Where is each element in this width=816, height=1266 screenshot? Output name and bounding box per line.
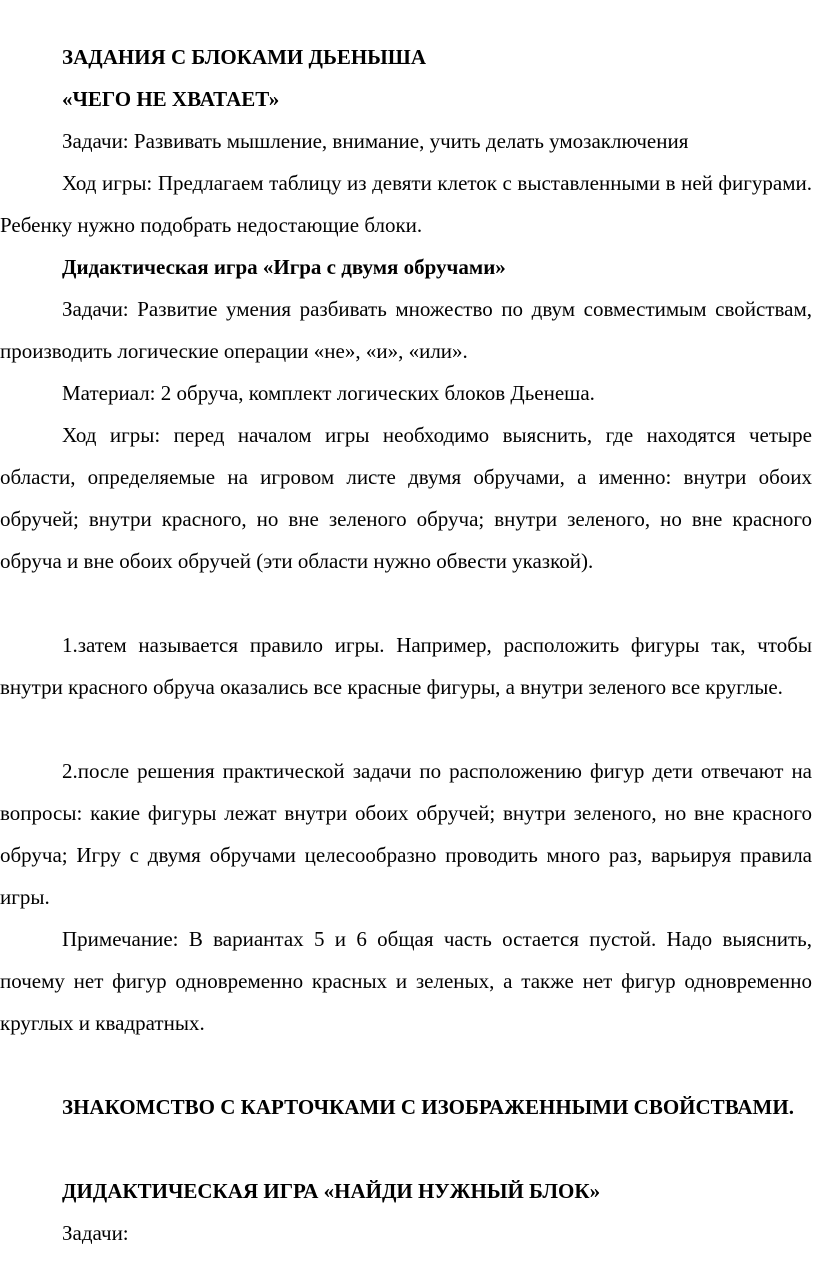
title-line-2: «ЧЕГО НЕ ХВАТАЕТ»: [62, 87, 280, 111]
course-paragraph-2: Ход игры: перед началом игры необходимо выяснить, где находятся четыре области, определяемые на игровом листе двумя обручами, а именно: внутри обоих обручей; внутри красного, но вне зеленого обруча; внутри зеленого, но вне красного обруча и вне обоих обручей (эти области нужно обвести указкой).: [0, 423, 812, 573]
title-line-1: ЗАДАНИЯ С БЛОКАМИ ДЬЕНЫША: [62, 45, 427, 69]
game-heading-find-block: ДИДАКТИЧЕСКАЯ ИГРА «НАЙДИ НУЖНЫЙ БЛОК»: [62, 1179, 601, 1203]
section-heading-cards: ЗНАКОМСТВО С КАРТОЧКАМИ С ИЗОБРАЖЕННЫМИ СВОЙСТВАМИ.: [62, 1095, 794, 1119]
task-paragraph-2: Задачи: Развитие умения разбивать множество по двум совместимым свойствам, производить логические операции «не», «и», «или».: [0, 297, 812, 363]
material-paragraph: Материал: 2 обруча, комплект логических блоков Дьенеша.: [62, 381, 595, 405]
step-1-paragraph: 1.затем называется правило игры. Например, расположить фигуры так, чтобы внутри красного обруча оказались все красные фигуры, а внутри зеленого все круглые.: [0, 633, 812, 699]
course-paragraph-1: Ход игры: Предлагаем таблицу из девяти клеток с выставленными в ней фигурами. Ребенку нужно подобрать недостающие блоки.: [0, 171, 812, 237]
step-2-paragraph: 2.после решения практической задачи по расположению фигур дети отвечают на вопросы: какие фигуры лежат внутри обоих обручей; внутри зеленого, но вне красного обруча; Игру с двумя обручами целесообразно проводить много раз, варьируя правила игры.: [0, 759, 812, 909]
task-paragraph-1: Задачи: Развивать мышление, внимание, учить делать умозаключения: [62, 129, 689, 153]
game-heading-two-hoops: Дидактическая игра «Игра с двумя обручами»: [62, 255, 506, 279]
note-paragraph: Примечание: В вариантах 5 и 6 общая часть остается пустой. Надо выяснить, почему нет фигур одновременно красных и зеленых, а также нет фигур одновременно круглых и квадратных.: [0, 927, 812, 1035]
task-paragraph-3: Задачи:: [62, 1221, 129, 1245]
